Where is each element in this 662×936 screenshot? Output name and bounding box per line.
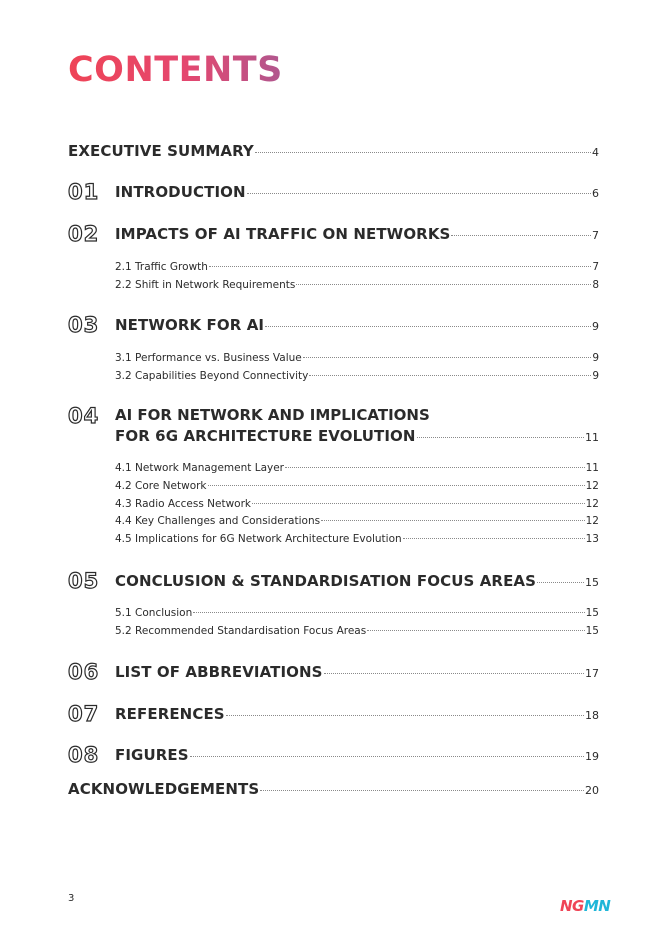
toc-subentry[interactable] [115,279,599,291]
section-number-06: 06 [68,660,100,684]
leader-dots [403,538,585,539]
section-number-07: 07 [68,702,100,726]
leader-dots [247,193,591,194]
toc-page-number: 12 [585,480,599,492]
toc-entry-label: 5.2 Recommended Standardisation Focus Areas [115,625,367,637]
leader-dots [417,437,584,438]
toc-page-number: 9 [592,352,599,364]
toc-page-number: 15 [585,576,599,589]
toc-entry-references[interactable] [115,705,599,723]
toc-entry-label: 5.1 Conclusion [115,607,193,619]
toc-page-number: 11 [585,462,599,474]
toc-entry-label: IMPACTS OF AI TRAFFIC ON NETWORKS [115,225,451,243]
leader-dots [309,375,591,376]
toc-subentry[interactable] [115,352,599,364]
toc-subentry[interactable] [115,533,599,545]
toc-entry-acknowledgements[interactable] [68,780,599,798]
toc-page-number: 7 [592,261,599,273]
ngmn-logo [560,897,610,915]
leader-dots [321,520,585,521]
leader-dots [537,582,584,583]
toc-entry-label: CONCLUSION & STANDARDISATION FOCUS AREAS [115,572,537,590]
leader-dots [226,715,584,716]
leader-dots [260,790,584,791]
section-number-03: 03 [68,313,100,337]
toc-entry-label: 4.1 Network Management Layer [115,462,284,474]
leader-dots [208,485,585,486]
leader-dots [367,630,584,631]
leader-dots [255,152,591,153]
toc-subentry[interactable] [115,625,599,637]
toc-entry-label: 4.3 Radio Access Network [115,498,252,510]
section-number-01: 01 [68,180,100,204]
toc-subentry[interactable] [115,498,599,510]
section-number-04: 04 [68,404,100,428]
toc-page-number: 13 [585,533,599,545]
toc-page-number: 19 [585,750,599,763]
toc-subentry[interactable] [115,607,599,619]
leader-dots [193,612,584,613]
toc-entry-label: FOR 6G ARCHITECTURE EVOLUTION [115,427,416,445]
leader-dots [209,266,591,267]
toc-entry-figures[interactable] [115,746,599,764]
toc-entry-label: 2.1 Traffic Growth [115,261,208,273]
toc-entry-label: EXECUTIVE SUMMARY [68,142,254,160]
toc-entry-label: 3.1 Performance vs. Business Value [115,352,302,364]
toc-page-number: 8 [592,279,599,291]
toc-subentry[interactable] [115,515,599,527]
page-title: CONTENTS [68,50,283,90]
leader-dots [324,673,584,674]
toc-entry-label: INTRODUCTION [115,183,246,201]
toc-page-number: 11 [585,431,599,444]
toc-page-number: 15 [585,625,599,637]
toc-entry-label: 4.4 Key Challenges and Considerations [115,515,321,527]
toc-entry-impacts-of-ai-traffic[interactable] [115,225,599,243]
toc-page-number: 9 [592,320,599,333]
toc-entry-conclusion[interactable] [115,572,599,590]
leader-dots [451,235,591,236]
toc-subentry[interactable] [115,370,599,382]
footer-page-number: 3 [68,893,75,904]
toc-subentry[interactable] [115,261,599,273]
toc-entry-label: NETWORK FOR AI [115,316,265,334]
toc-page-number: 4 [592,146,599,159]
section-number-05: 05 [68,569,100,593]
leader-dots [190,756,584,757]
toc-page-number: 20 [585,784,599,797]
toc-entry-label: FIGURES [115,746,189,764]
toc-entry-label: REFERENCES [115,705,225,723]
toc-entry-list-of-abbreviations[interactable] [115,663,599,681]
toc-page-number: 12 [585,498,599,510]
toc-entry-network-for-ai[interactable] [115,316,599,334]
leader-dots [252,503,585,504]
logo-part-ng: NG [560,897,584,915]
leader-dots [296,284,591,285]
leader-dots [303,357,592,358]
section-number-02: 02 [68,222,100,246]
toc-page-number: 18 [585,709,599,722]
toc-page-number: 17 [585,667,599,680]
toc-entry-label: 3.2 Capabilities Beyond Connectivity [115,370,309,382]
toc-page-number: 12 [585,515,599,527]
toc-entry-introduction[interactable] [115,183,599,201]
toc-entry-ai-for-network[interactable] [115,427,599,445]
section-number-08: 08 [68,743,100,767]
toc-entry-label-line1: AI FOR NETWORK AND IMPLICATIONS [115,406,430,424]
toc-entry-label: 4.5 Implications for 6G Network Architecture Evolution [115,533,402,545]
toc-entry-label: 4.2 Core Network [115,480,207,492]
toc-page-number: 6 [592,187,599,200]
leader-dots [265,326,591,327]
toc-page-number: 9 [592,370,599,382]
toc-entry-executive-summary[interactable] [68,142,599,160]
toc-page-number: 15 [585,607,599,619]
toc-page-number: 7 [592,229,599,242]
toc-entry-label: 2.2 Shift in Network Requirements [115,279,296,291]
toc-entry-label: ACKNOWLEDGEMENTS [68,780,260,798]
toc-entry-label: LIST OF ABBREVIATIONS [115,663,323,681]
logo-part-mn: MN [583,897,611,915]
toc-subentry[interactable] [115,480,599,492]
toc-subentry[interactable] [115,462,599,474]
leader-dots [285,467,585,468]
